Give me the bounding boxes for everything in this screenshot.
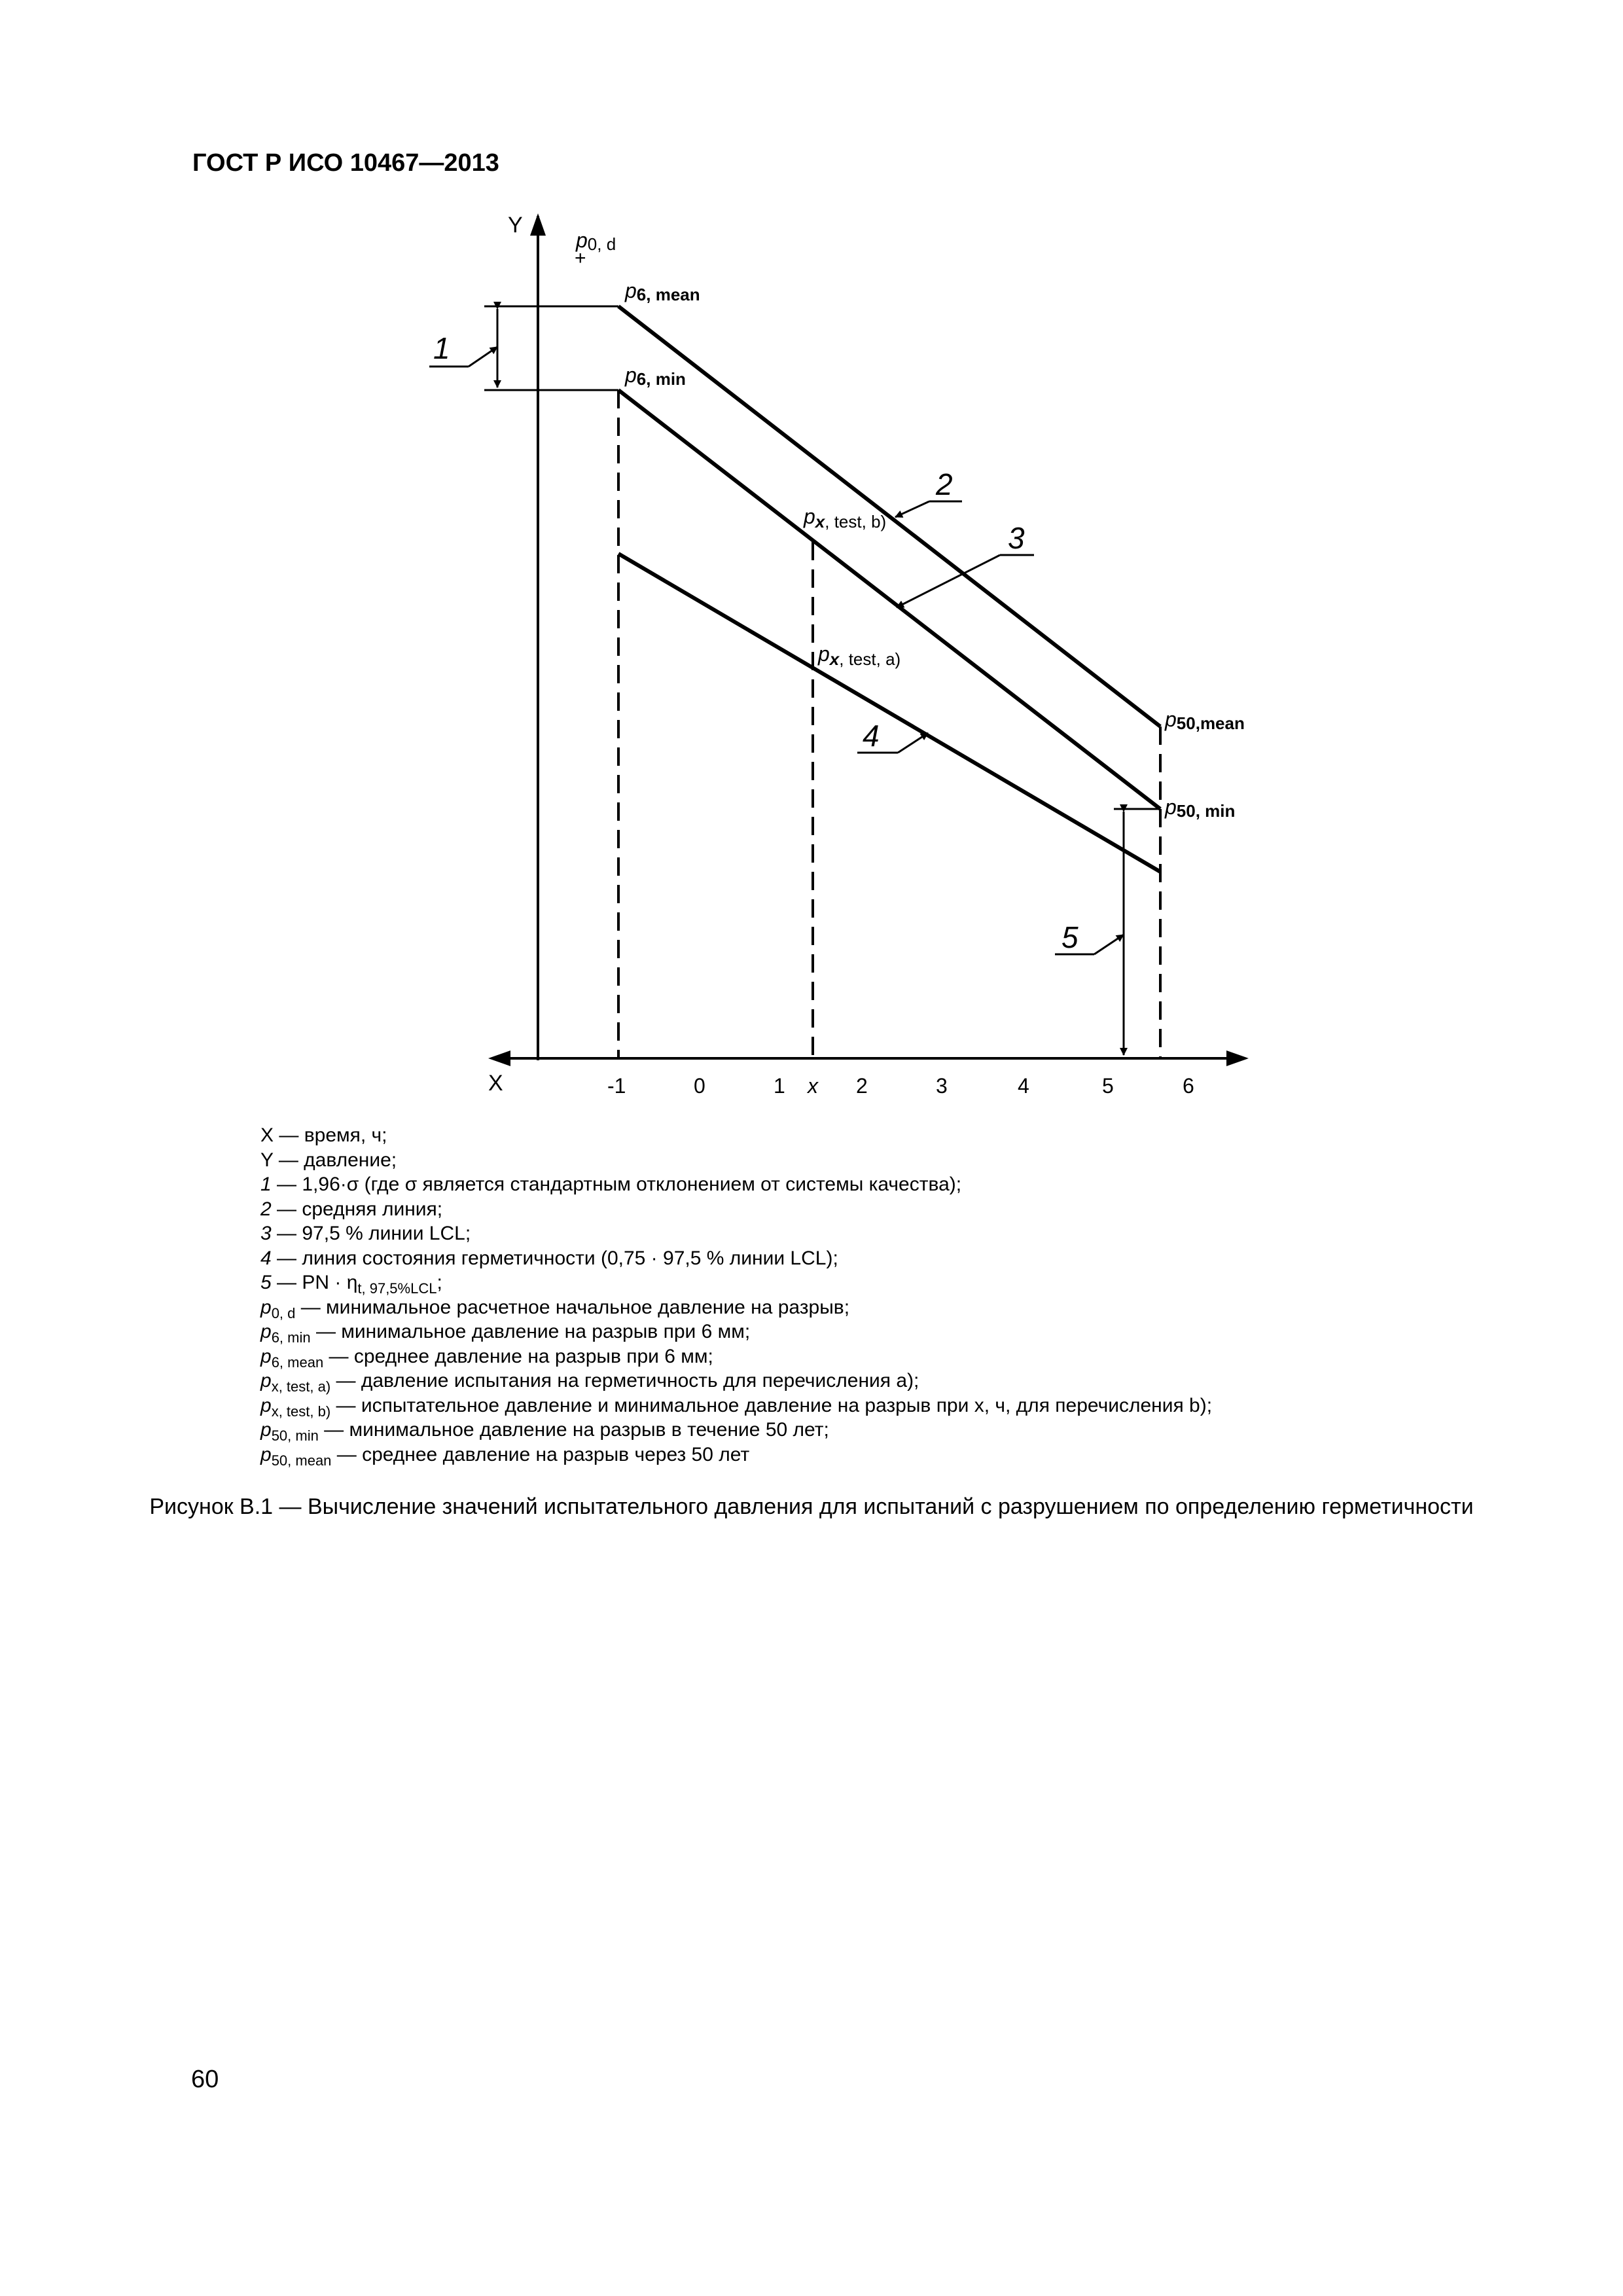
x-tick-1: 1 (774, 1074, 785, 1098)
legend-item-1: 1 — 1,96·σ (где σ является стандартным отклонением от системы качества); (260, 1174, 962, 1195)
x-axis-letter: X (488, 1071, 503, 1096)
legend-item-4: 4 — линия состояния герметичности (0,75 · 97,5 % линии LCL); (260, 1247, 838, 1269)
legend-item-p6min: $p_{6, min}$ — минимальное давление на разрыв при 6 мм; (260, 1321, 751, 1346)
label-p6min: p6, min (625, 363, 686, 389)
x-tick-0: 0 (694, 1074, 705, 1098)
label-pxtestb: px, test, b) (804, 505, 887, 531)
legend-item-p0d: $p_{0, d}$ — минимальное расчетное начальное давление на разрыв; (260, 1296, 850, 1321)
label-p50min: p50, min (1165, 795, 1236, 821)
legend-item-2: 2 — средняя линия; (260, 1198, 443, 1220)
figure-legend (260, 1123, 1504, 1467)
x-tick-5: 5 (1102, 1074, 1114, 1098)
legend-item-5: 5 — PN · $\eta_{t, 97,5\%LCL}$; (260, 1272, 442, 1297)
x-tick-6: 6 (1183, 1074, 1194, 1098)
callout-2-number: 2 (936, 467, 953, 501)
x-axis-arrow-right (1226, 1050, 1249, 1066)
legend-item-p50min: $p_{50, min}$ — минимальное давление на разрыв в течение 50 лет; (260, 1419, 829, 1444)
marker-p0d: + (575, 247, 586, 269)
legend-item-x: X — время, ч; (260, 1124, 387, 1146)
x-tick-x: x (808, 1074, 818, 1098)
figure-caption: Рисунок В.1 — Вычисление значений испытательного давления для испытаний с разрушением по определению герметичности (149, 1494, 1474, 1519)
callout-5-number: 5 (1061, 920, 1079, 954)
callout-3 (897, 521, 1034, 607)
x-tick-minus1: -1 (607, 1074, 626, 1098)
label-p50mean: p50,mean (1165, 708, 1245, 733)
legend-item-pxtesta: $p_{x, test, a)}$ — давление испытания на герметичность для перечисления а); (260, 1370, 919, 1395)
callout-2 (895, 467, 962, 517)
legend-item-p50mean: $p_{50, mean}$ — среднее давление на разрыв через 50 лет (260, 1443, 750, 1469)
label-p0d: p0, d (576, 228, 616, 254)
x-tick-4: 4 (1018, 1074, 1029, 1098)
document-header: ГОСТ Р ИСО 10467—2013 (192, 149, 499, 177)
legend-item-y: Y — давление; (260, 1149, 397, 1171)
callout-4-number: 4 (863, 719, 880, 753)
callout-3-number: 3 (1008, 521, 1025, 555)
x-tick-labels (607, 1074, 1194, 1098)
point-labels (575, 228, 1245, 821)
x-tick-2: 2 (856, 1074, 868, 1098)
y-axis-arrow (530, 213, 546, 236)
label-p6mean: p6, mean (625, 279, 700, 304)
callout-5 (1055, 920, 1124, 954)
label-pxtesta: px, test, a) (818, 642, 901, 669)
callout-4 (857, 719, 928, 753)
x-tick-3: 3 (936, 1074, 948, 1098)
callout-1 (429, 331, 497, 367)
x-axis-arrow-left (488, 1050, 510, 1066)
legend-item-p6mean: $p_{6, mean}$ — среднее давление на разрыв при 6 мм; (260, 1345, 713, 1371)
y-axis-letter: Y (508, 213, 523, 238)
legend-item-pxtestb: $p_{x, test, b)}$ — испытательное давление и минимальное давление на разрыв при x, ч, для перечисления b); (260, 1394, 1213, 1420)
page-number: 60 (191, 2066, 219, 2093)
callout-1-number: 1 (433, 331, 450, 365)
legend-item-3: 3 — 97,5 % линии LCL; (260, 1223, 471, 1244)
